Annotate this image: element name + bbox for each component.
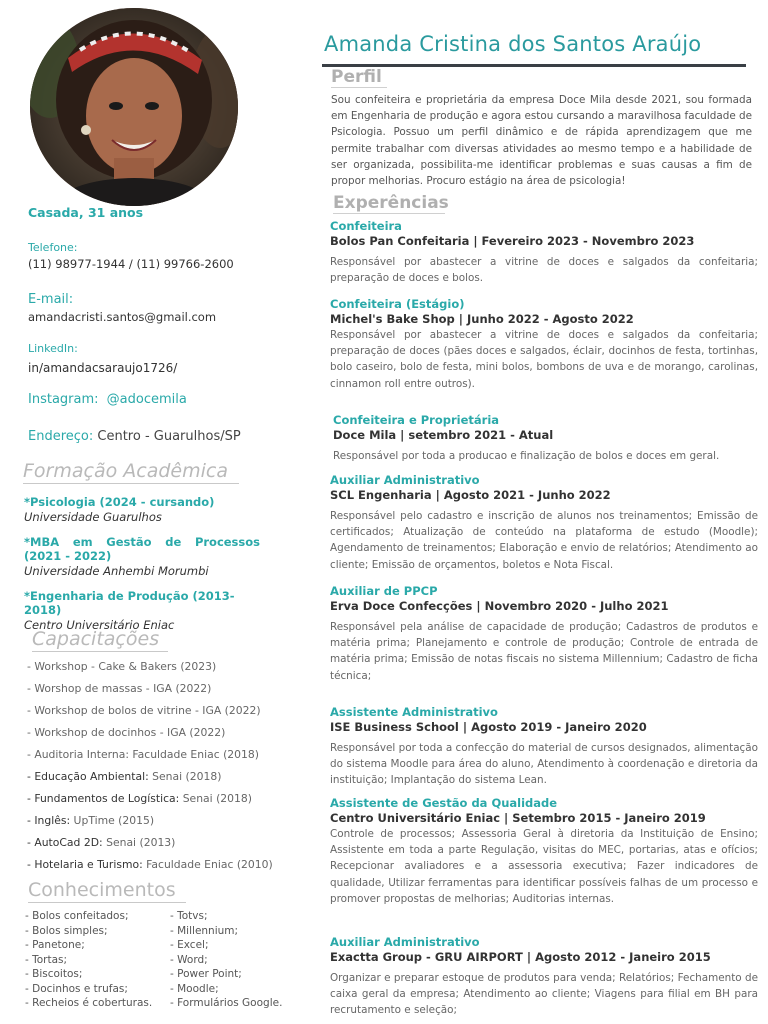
- course-name: - AutoCad 2D:: [27, 836, 103, 849]
- job-role: Assistente Administrativo: [330, 705, 498, 719]
- knowledge-item: - Power Point;: [170, 968, 242, 980]
- profile-photo: [30, 8, 238, 206]
- job-entry: [330, 297, 758, 392]
- email-label: E-mail:: [28, 292, 74, 307]
- course-provider: Senai (2018): [179, 792, 252, 805]
- profile-section-title: Perfil: [331, 67, 387, 88]
- job-description: Responsável por abastecer a vitrine de doces e salgados da confeitaria; preparação de doces e bolos.: [330, 256, 758, 285]
- course-item: [27, 856, 273, 878]
- course-item: [27, 834, 273, 856]
- job-description: Responsável pelo cadastro e inscrição de alunos nos treinamentos; Emissão de certificados; Atualização de conteúdo na plataforma de estudo (Moodle); Agendamento de treinamentos; Elaboração e envio de relatórios; Atendimento ao cliente; Emissão de orçamentos, boletos e Nota Fiscal.: [330, 510, 758, 571]
- course-provider: Senai (2018): [148, 770, 222, 783]
- education-item: [24, 535, 260, 578]
- course-name: - Workshop de bolos de vitrine - IGA (2022): [27, 704, 261, 717]
- course-item: [27, 702, 273, 724]
- linkedin-label: LinkedIn:: [28, 342, 78, 355]
- marital-status-age: Casada, 31 anos: [28, 205, 144, 220]
- job-role: Assistente de Gestão da Qualidade: [330, 796, 558, 810]
- knowledge-item: - Docinhos e trufas;: [25, 982, 128, 995]
- job-role: Auxiliar de PPCP: [330, 584, 438, 598]
- job-role: Confeiteira: [330, 219, 402, 233]
- education-course: *MBA em Gestão de Processos (2021 - 2022): [24, 535, 260, 563]
- job-company: Michel's Bake Shop | Junho 2022 - Agosto 2022: [330, 312, 634, 326]
- courses-list: [27, 658, 273, 878]
- job-description: Controle de processos; Assessoria Geral à diretoria da Instituição de Ensino; Assistente em toda a parte Regulação, visitas do MEC, portarias, atas e ofícios; Recepcionar avaliadores e a assessoria executiva; Fazer indicadores de qualidade, Utilizar ferramentas para identificar possíveis falhas de um processo e promover propostas de melhorias; Auditorias internas.: [330, 828, 758, 905]
- education-school: Centro Universitário Eniac: [24, 618, 175, 632]
- education-item: [24, 589, 260, 632]
- job-company: ISE Business School | Agosto 2019 - Janeiro 2020: [330, 720, 647, 734]
- knowledge-item: - Moodle;: [170, 982, 219, 995]
- course-item: [27, 680, 273, 702]
- instagram-block: [28, 392, 187, 407]
- course-name: - Workshop - Cake & Bakers (2023): [27, 660, 217, 673]
- course-item: [27, 746, 273, 768]
- phone-label: Telefone:: [28, 241, 78, 254]
- education-section-title: Formação Acadêmica: [23, 460, 239, 484]
- course-provider: Senai (2013): [102, 836, 176, 849]
- job-entry: [330, 796, 758, 907]
- linkedin-block: [28, 342, 177, 375]
- job-role: Auxiliar Administrativo: [330, 473, 480, 487]
- course-name: - Auditoria Interna: Faculdade Eniac (2018): [27, 748, 259, 761]
- email-block: [28, 292, 216, 324]
- knowledge-item: - Totvs;: [170, 910, 208, 922]
- course-item: [27, 658, 273, 680]
- knowledge-item: - Panetone;: [25, 939, 85, 951]
- job-entry: [330, 473, 758, 573]
- job-company: Bolos Pan Confeitaria | Fevereiro 2023 - Novembro 2023: [330, 234, 695, 248]
- profile-photo-illustration: [30, 8, 238, 206]
- profile-text: Sou confeiteira e proprietária da empresa Doce Mila desde 2021, sou formada em Engenharia de produção e agora estou cursando a maravilhosa faculdade de Psicologia. Possuo um perfil dinâmico e de rápida aprendizagem que me permite trabalhar com diversas atividades ao mesmo tempo e a habilidade de ser organizada, possibilita-me identificar problemas e suas causas a fim de propor melhorias. Procuro estágio na área de psicologia!: [331, 94, 753, 188]
- course-name: - Workshop de docinhos - IGA (2022): [27, 726, 226, 739]
- education-school: Universidade Guarulhos: [24, 510, 162, 524]
- knowledge-item: - Bolos simples;: [25, 924, 108, 937]
- job-role: Auxiliar Administrativo: [330, 935, 480, 949]
- course-name: - Educação Ambiental:: [27, 770, 149, 783]
- candidate-name: Amanda Cristina dos Santos Araújo: [324, 32, 702, 56]
- job-company: SCL Engenharia | Agosto 2021 - Junho 2022: [330, 488, 611, 502]
- job-description: Organizar e preparar estoque de produtos para venda; Relatórios; Fechamento de caixa geral da empresa; Atendimento ao cliente; Viagens para filial em BH para recrutamento e seleção;: [330, 972, 758, 1017]
- courses-section-title: Capacitações: [32, 628, 168, 652]
- knowledge-item: - Recheios é coberturas.: [25, 997, 153, 1009]
- education-course: *Engenharia de Produção (2013- 2018): [24, 589, 235, 617]
- instagram-value: @adocemila: [106, 392, 187, 407]
- experience-section-title: Experências: [333, 193, 449, 213]
- address-label: Endereço:: [28, 429, 94, 444]
- knowledge-item: - Biscoitos;: [25, 968, 83, 980]
- education-school: Universidade Anhembi Morumbi: [24, 564, 209, 578]
- course-name: - Worshop de massas - IGA (2022): [27, 682, 212, 695]
- knowledge-list-skills: [25, 909, 152, 1011]
- course-name: - Fundamentos de Logística:: [27, 792, 180, 805]
- course-item: [27, 724, 273, 746]
- course-item: [27, 812, 273, 834]
- knowledge-list-software: [170, 909, 282, 1011]
- job-description: Responsável pela análise de capacidade de produção; Cadastros de produtos e matéria prima; Planejamento e controle de produção; Controle de entrada de matéria prima; Emissão de notas fiscais no sistema Millennium; Cadastro de ficha técnica;: [330, 621, 758, 682]
- knowledge-item: - Bolos confeitados;: [25, 910, 129, 922]
- job-description: Responsável por toda a confecção do material de cursos designados, alimentação do sistema Moodle para área do aluno, Atendimento à coordenação e diretoria da instituição; Implantação do sistema Lean.: [330, 742, 758, 787]
- phone-block: [28, 241, 234, 271]
- education-item: [24, 495, 260, 524]
- job-entry: [330, 935, 758, 1019]
- job-entry: [330, 705, 758, 789]
- job-role: Confeiteira (Estágio): [330, 297, 465, 311]
- job-company: Exactta Group - GRU AIRPORT | Agosto 2012 - Janeiro 2015: [330, 950, 711, 964]
- email-value: amandacristi.santos@gmail.com: [28, 310, 217, 324]
- job-role: Confeiteira e Proprietária: [333, 413, 500, 427]
- phone-value: (11) 98977-1944 / (11) 99766-2600: [28, 257, 234, 271]
- instagram-label: Instagram:: [28, 392, 99, 407]
- knowledge-item: - Word;: [170, 953, 208, 966]
- left-column: [0, 0, 300, 1024]
- job-company: Doce Mila | setembro 2021 - Atual: [333, 428, 554, 442]
- course-item: [27, 790, 273, 812]
- job-company: Centro Universitário Eniac | Setembro 2015 - Janeiro 2019: [330, 811, 706, 825]
- knowledge-item: - Formulários Google.: [170, 997, 283, 1009]
- job-entry: [330, 219, 758, 286]
- knowledge-item: - Millennium;: [170, 924, 239, 937]
- job-description: Responsável por toda a producao e finalização de bolos e doces em geral.: [333, 450, 720, 462]
- address-value: Centro - Guarulhos/SP: [97, 429, 241, 444]
- linkedin-value: in/amandacsaraujo1726/: [28, 361, 178, 375]
- job-entry: [330, 584, 758, 684]
- course-provider: Faculdade Eniac (2010): [142, 858, 273, 871]
- knowledge-item: - Tortas;: [25, 953, 68, 966]
- course-item: [27, 768, 273, 790]
- job-company: Erva Doce Confecções | Novembro 2020 - Julho 2021: [330, 599, 669, 613]
- education-course: *Psicologia (2024 - cursando): [24, 495, 215, 509]
- job-entry: [333, 413, 761, 464]
- course-name: - Inglês:: [27, 814, 71, 827]
- address-block: [28, 429, 241, 444]
- job-description: Responsável por abastecer a vitrine de doces e salgados da confeitaria; preparação de doces (pães doces e salgados, éclair, docinhos de festa, tortinhas, bolo caseiro, bolo de festa, mini bolos, bombons de uva e de morango, carolinas, cinnamon roll entre outros).: [330, 329, 758, 390]
- knowledge-section-title: Conhecimentos: [28, 879, 186, 903]
- knowledge-item: - Excel;: [170, 939, 209, 951]
- course-provider: UpTime (2015): [70, 814, 155, 827]
- course-name: - Hotelaria e Turismo:: [27, 858, 143, 871]
